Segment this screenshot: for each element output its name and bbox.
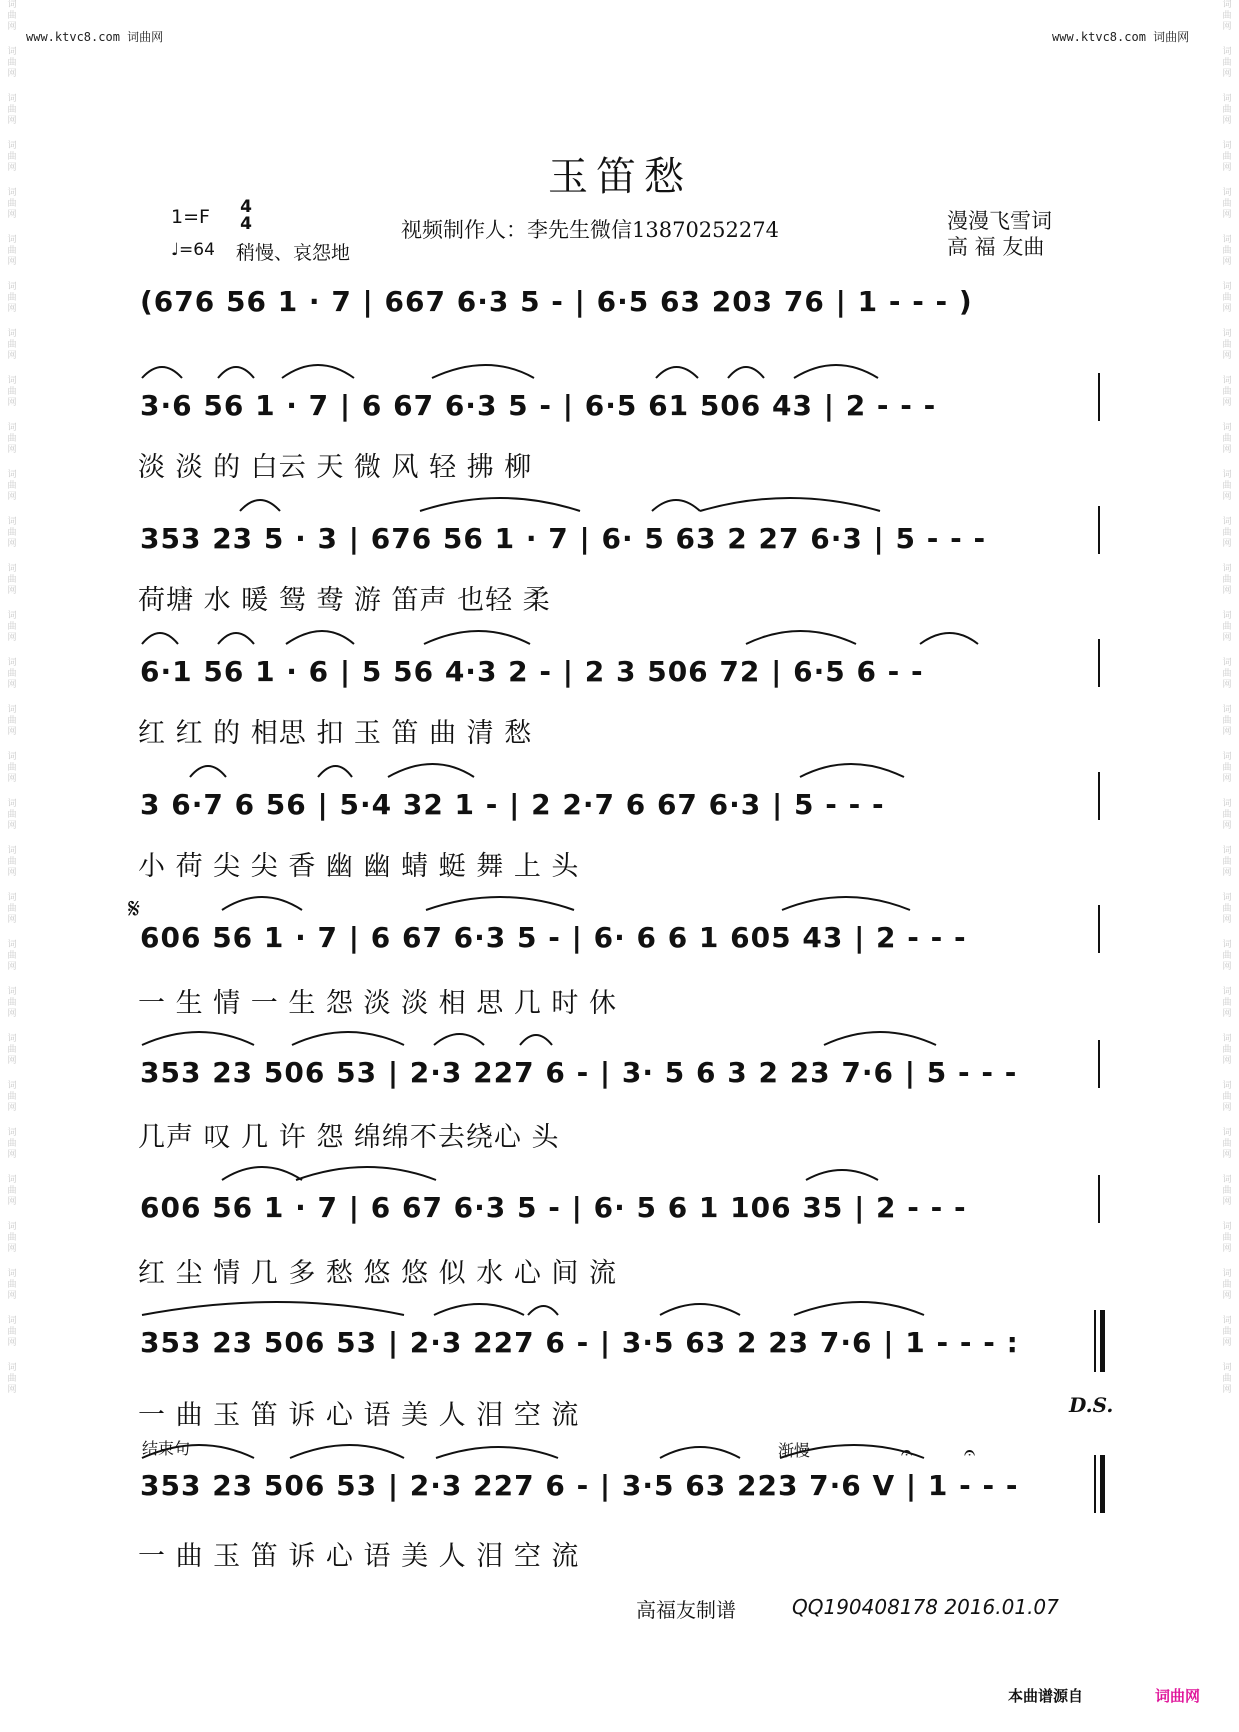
slur-arc [434,1304,524,1315]
slur-arc [142,367,182,378]
side-watermark-text: 词 曲 网 [1222,329,1232,361]
side-watermark-text: 词 曲 网 [7,1363,17,1395]
slur-arc [800,764,904,777]
ending-label: 结束句 [142,1439,191,1458]
side-watermark-text: 词 曲 网 [7,940,17,972]
side-watermark-text: 词 曲 网 [1222,752,1232,784]
slur-arc [794,365,878,378]
side-watermark-text: 词 曲 网 [1222,940,1232,972]
ds-mark: D.S. [1069,1393,1114,1417]
slur-arc [528,1306,558,1315]
side-watermark-text: 词 曲 网 [1222,893,1232,925]
side-watermark-text: 词 曲 网 [1222,235,1232,267]
side-watermark-text: 词 曲 网 [1222,141,1232,173]
side-watermark-text: 词 曲 网 [7,329,17,361]
side-watermark-text: 词 曲 网 [1222,1316,1232,1348]
slur-arc [190,766,226,777]
slur-arc [660,1447,740,1458]
slur-arc [142,1302,404,1315]
notes-row-6: 606 56 1 · 7 | 6 67 6·3 5 - | 6· 6 6 1 605 43 | 2 - - - [140,921,967,954]
side-watermark-text: 词 曲 网 [7,1128,17,1160]
side-watermark-text: 词 曲 网 [7,705,17,737]
side-watermark-text: 词 曲 网 [1222,423,1232,455]
slur-arc [520,1035,552,1045]
slur-arc [292,1032,404,1045]
lyrics-row-10: 一 曲 玉 笛 诉 心 语 美 人 泪 空 流 [138,1541,580,1572]
side-watermark-text: 词 曲 网 [1222,1222,1232,1254]
side-watermark-text: 词 曲 网 [1222,188,1232,220]
side-watermark-text: 词 曲 网 [7,564,17,596]
side-watermark-text: 词 曲 网 [1222,1363,1232,1395]
side-watermark-text: 词 曲 网 [7,376,17,408]
side-watermark-text: 词 曲 网 [7,987,17,1019]
side-watermark-text: 词 曲 网 [1222,1034,1232,1066]
slur-arc [142,1032,254,1045]
side-watermark-text: 词 曲 网 [1222,1269,1232,1301]
side-watermark-text: 词 曲 网 [7,282,17,314]
slur-arc [824,1032,936,1045]
side-watermark-text: 词 曲 网 [1222,0,1232,32]
slur-arc [218,367,254,378]
side-watermark-text: 词 曲 网 [7,846,17,878]
key-signature: 1=F [171,206,210,228]
slur-arc [656,367,698,378]
slur-arc [794,1302,924,1315]
side-watermark-text: 词 曲 网 [1222,470,1232,502]
expression-mark: 稍慢、哀怨地 [236,242,351,264]
slur-arc [420,498,580,511]
side-watermark-text: 词 曲 网 [7,893,17,925]
header-url-left[interactable]: www.ktvc8.com 词曲网 [26,30,164,44]
side-watermark-text: 词 曲 网 [1222,564,1232,596]
notes-row-10: 353 23 506 53 | 2·3 227 6 - | 3·5 63 223 7·6 V | 1 - - - [140,1469,1019,1502]
slur-arc [728,367,764,378]
song-title: 玉笛愁 [548,154,692,200]
slur-arc [142,633,178,644]
lyrics-row-7: 几声 叹 几 许 怨 绵绵不去绕心 头 [138,1122,560,1153]
slur-arc [432,365,534,378]
lyrics-row-6: 一 生 情 一 生 怨 淡 淡 相 思 几 时 休 [138,988,617,1019]
slur-arc [746,631,856,644]
side-watermark-text: 词 曲 网 [7,141,17,173]
side-watermark-text: 词 曲 网 [7,1316,17,1348]
slur-arc [434,1034,484,1045]
slur-arc [240,500,280,511]
side-watermark-text: 词 曲 网 [7,188,17,220]
slur-arc [920,633,978,644]
lyrics-row-5: 小 荷 尖 尖 香 幽 幽 蜻 蜓 舞 上 头 [138,851,580,882]
producer-credit: 视频制作人：李先生微信13870252274 [401,218,779,242]
header-url-right[interactable]: www.ktvc8.com 词曲网 [1052,30,1190,44]
lyricist-credit: 漫漫飞雪词 [947,209,1052,233]
slur-arc [424,631,530,644]
fermata-mark-1: 𝄐 [901,1440,913,1464]
side-watermark-text: 词 曲 网 [7,94,17,126]
side-watermark-text: 词 曲 网 [7,752,17,784]
fermata-mark-2: 𝄐 [964,1440,976,1464]
lyrics-row-3: 荷塘 水 暖 鸳 鸯 游 笛声 也轻 柔 [138,585,551,616]
source-label: 本曲谱源自 [1008,1687,1084,1705]
time-signature-top: 4 [240,197,252,217]
lyrics-row-2: 淡 淡 的 白云 天 微 风 轻 拂 柳 [138,452,533,483]
slur-arc [222,897,302,910]
side-watermark-text: 词 曲 网 [7,1222,17,1254]
slur-arc [296,1167,436,1180]
rit-label: 渐慢 [778,1441,811,1460]
notes-row-9: 353 23 506 53 | 2·3 227 6 - | 3·5 63 2 23 7·6 | 1 - - - : [140,1326,1019,1359]
notes-row-7: 353 23 506 53 | 2·3 227 6 - | 3· 5 6 3 2 23 7·6 | 5 - - - [140,1056,1018,1089]
side-watermark-text: 词 曲 网 [1222,658,1232,690]
maker-credit: 高福友制谱 [636,1598,736,1622]
notes-row-2: 3·6 56 1 · 7 | 6 67 6·3 5 - | 6·5 61 506 43 | 2 - - - [140,389,937,422]
slur-arc [700,498,880,511]
side-watermark-text: 词 曲 网 [1222,1128,1232,1160]
side-watermark-text: 词 曲 网 [1222,517,1232,549]
side-watermark-text: 词 曲 网 [7,423,17,455]
side-watermark-text: 词 曲 网 [7,470,17,502]
slur-arc [290,1445,404,1458]
qq-date: QQ190408178 2016.01.07 [792,1595,1059,1619]
slur-arc [222,1167,302,1180]
side-watermark-text: 词 曲 网 [7,658,17,690]
lyrics-row-9: 一 曲 玉 笛 诉 心 语 美 人 泪 空 流 [138,1400,580,1431]
slur-arc [318,766,352,777]
side-watermark-text: 词 曲 网 [1222,94,1232,126]
tempo-mark: ♩=64 [171,240,215,260]
side-watermark-text: 词 曲 网 [7,1175,17,1207]
slur-arc [436,1447,558,1458]
notes-row-4: 6·1 56 1 · 6 | 5 56 4·3 2 - | 2 3 506 72 | 6·5 6 - - [140,655,924,688]
side-watermark-text: 词 曲 网 [1222,799,1232,831]
side-watermark-text: 词 曲 网 [1222,705,1232,737]
side-watermark-text: 词 曲 网 [7,47,17,79]
side-watermark-text: 词 曲 网 [7,799,17,831]
composer-credit: 高 福 友曲 [947,235,1045,259]
side-watermark-text: 词 曲 网 [7,1269,17,1301]
slur-arc [282,365,354,378]
side-watermark-text: 词 曲 网 [1222,987,1232,1019]
slur-arc [782,897,910,910]
side-watermark-text: 词 曲 网 [1222,47,1232,79]
side-watermark-text: 词 曲 网 [1222,1081,1232,1113]
side-watermark-text: 词 曲 网 [1222,846,1232,878]
slur-arc [426,897,574,910]
notes-row-5: 3 6·7 6 56 | 5·4 32 1 - | 2 2·7 6 67 6·3 | 5 - - - [140,788,885,821]
side-watermark-text: 词 曲 网 [1222,282,1232,314]
slur-arc [652,500,700,511]
side-watermark-text: 词 曲 网 [7,0,17,32]
side-watermark-text: 词 曲 网 [7,611,17,643]
side-watermark-text: 词 曲 网 [7,517,17,549]
lyrics-row-4: 红 红 的 相思 扣 玉 笛 曲 清 愁 [138,718,533,749]
notes-row-3: 353 23 5 · 3 | 676 56 1 · 7 | 6· 5 63 2 27 6·3 | 5 - - - [140,522,987,555]
side-watermark-text: 词 曲 网 [1222,611,1232,643]
notes-row-1: (676 56 1 · 7 | 667 6·3 5 - | 6·5 63 203 76 | 1 - - - ) [140,285,973,318]
side-watermark-text: 词 曲 网 [1222,376,1232,408]
notes-row-8: 606 56 1 · 7 | 6 67 6·3 5 - | 6· 5 6 1 106 35 | 2 - - - [140,1191,967,1224]
side-watermark-text: 词 曲 网 [7,1034,17,1066]
side-watermark-text: 词 曲 网 [7,1081,17,1113]
source-brand-link[interactable]: 词曲网 [1155,1687,1201,1705]
slur-arc [218,633,254,644]
slur-arc [806,1170,878,1180]
slur-arc [286,631,354,644]
lyrics-row-8: 红 尘 情 几 多 愁 悠 悠 似 水 心 间 流 [138,1258,617,1289]
time-signature-bottom: 4 [240,214,252,234]
slur-arc [660,1304,740,1315]
slur-arc [388,764,474,777]
segno-mark: 𝄋 [128,892,141,925]
side-watermark-text: 词 曲 网 [1222,1175,1232,1207]
side-watermark-text: 词 曲 网 [7,235,17,267]
